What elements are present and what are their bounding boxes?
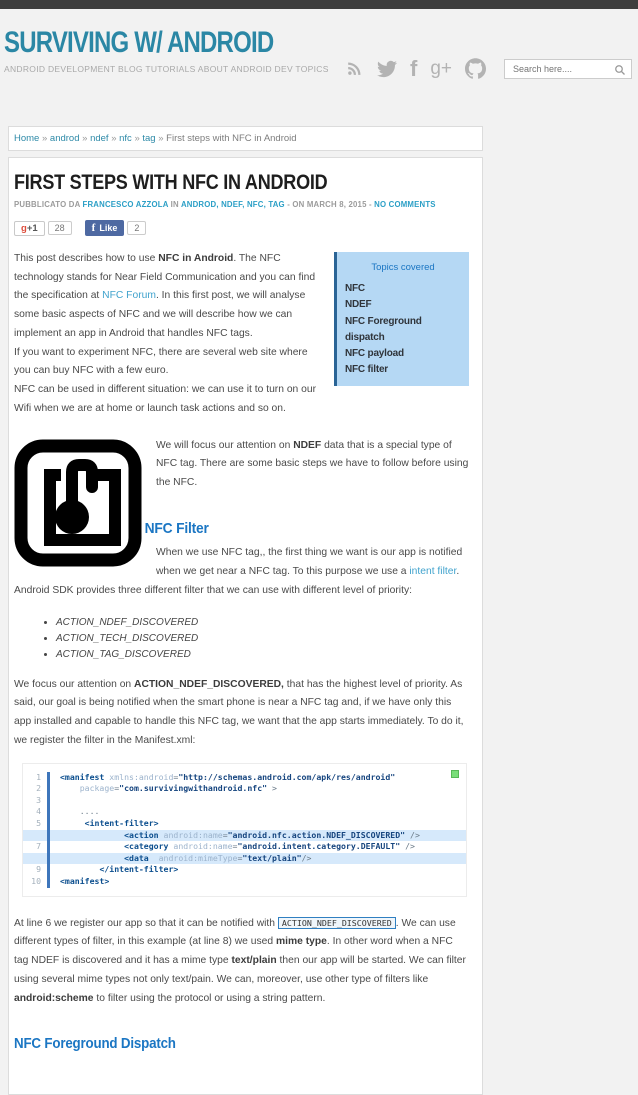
text-segment: PUBBLICATO DA	[14, 200, 83, 209]
breadcrumb-link[interactable]: ndef	[90, 133, 109, 144]
text-segment: . Android SDK provides three different filter that we can use with different level of priority:	[14, 565, 460, 596]
breadcrumb-separator: »	[108, 133, 120, 144]
search-icon[interactable]	[614, 63, 626, 81]
like-label: Like	[99, 223, 118, 233]
inline-link[interactable]: intent filter	[409, 565, 457, 577]
nfc-tag-image	[14, 439, 142, 567]
topic-item: NFC Foreground dispatch	[345, 315, 422, 343]
code-line	[23, 830, 466, 842]
filter-bullet-item: • ACTION_TAG_DISCOVERED	[56, 647, 469, 663]
text-segment: then our app will be started. We can filter using several mime types not only text/pain. We can, moreover, use other type of filters like	[14, 955, 466, 985]
text-segment: that has the highest level of priority. As said, our goal is being notified when the smart phone is near a NFC tag and, if we have only this app installed and capable to handle this NFC tag, we want that the app starts immediately. To do it, we register the filter in the Manifest.xml:	[14, 678, 464, 746]
code-line-content: <action android:name="android.nfc.action.NDEF_DISCOVERED" />	[47, 830, 466, 842]
topic-item: NFC filter	[345, 364, 389, 376]
nfc-ndef-block	[14, 437, 469, 601]
code-line	[23, 841, 466, 853]
breadcrumb-link[interactable]: nfc	[119, 133, 132, 144]
nfc-foreground-dispatch-heading: NFC Foreground Dispatch	[14, 1036, 176, 1053]
code-line-number: 3	[36, 794, 41, 805]
like-count: 2	[127, 221, 146, 235]
code-line	[23, 818, 466, 830]
gplus-button[interactable]	[14, 221, 45, 236]
breadcrumb-separator: »	[155, 133, 167, 144]
code-line-content: ....	[47, 806, 466, 818]
text-segment: NFC can be used in different situation: we can use it to turn on our Wifi when we are at home or launch task actions and so on.	[14, 384, 317, 414]
inline-link[interactable]: NO COMMENTS	[374, 200, 436, 209]
breadcrumb-link[interactable]: Home	[14, 133, 40, 144]
site-title[interactable]: SURVIVING W/ ANDROID	[4, 26, 274, 59]
intro-block	[14, 250, 469, 419]
code-line-content: <manifest xmlns:android="http://schemas.android.com/apk/res/android"	[47, 772, 466, 784]
topics-covered-box	[334, 252, 469, 386]
code-line-content: package="com.survivingwithandroid.nfc" >	[47, 783, 466, 795]
post-title: FIRST STEPS WITH NFC IN ANDROID	[14, 171, 328, 194]
inline-link[interactable]: FRANCESCO AZZOLA	[82, 200, 169, 209]
code-line-number: 5	[36, 818, 41, 829]
text-segment: We focus our attention on	[14, 678, 135, 690]
code-line-content: <intent-filter>	[47, 818, 466, 830]
google-plus-icon[interactable]: g+	[430, 57, 452, 79]
view-source-button[interactable]	[451, 770, 459, 778]
priority-block	[14, 676, 469, 751]
inline-link[interactable]: ANDROD, NDEF, NFC, TAG	[180, 200, 285, 209]
topics-list	[345, 281, 461, 378]
code-line	[23, 864, 466, 876]
code-line	[23, 853, 466, 865]
text-segment: This post describes how to use	[14, 253, 159, 264]
breadcrumb-separator: »	[39, 133, 50, 144]
top-bar	[0, 0, 638, 9]
code-line-content: </intent-filter>	[47, 864, 466, 876]
search-input[interactable]	[504, 59, 632, 79]
text-segment: . We can use different types of filter, in this example (at line 8) we used	[14, 917, 456, 948]
code-line-number: 2	[36, 783, 41, 794]
text-segment: to filter using the protocol or using a string pattern.	[93, 992, 326, 1004]
site-header	[0, 26, 638, 116]
github-icon[interactable]	[465, 58, 486, 79]
line6-block	[14, 915, 469, 1009]
breadcrumb-separator: »	[79, 133, 91, 144]
topics-title: Topics covered	[371, 262, 435, 273]
inline-code: ACTION_NDEF_DISCOVERED	[278, 917, 396, 929]
facebook-icon-small: f	[91, 222, 96, 234]
text-segment: If you want to experiment NFC, there are several web site where you can buy NFC with a few euro.	[14, 346, 308, 377]
topic-item: NDEF	[345, 299, 372, 311]
gplus-plusone: +1	[26, 222, 38, 234]
gplus-g: g	[21, 222, 27, 234]
site-tagline: ANDROID DEVELOPMENT BLOG TUTORIALS ABOUT ANDROID DEV TOPICS	[4, 64, 329, 74]
text-segment: At line 6 we register our app so that it can be notified with	[14, 917, 278, 929]
post-meta	[14, 200, 469, 209]
inline-link[interactable]: NFC Forum	[102, 290, 156, 302]
code-line	[23, 795, 466, 807]
facebook-like-button[interactable]	[85, 220, 125, 236]
code-line-number	[23, 830, 47, 842]
text-segment: . The NFC technology stands for Near Field Communication and you can find the specification at	[14, 253, 316, 302]
breadcrumb-link[interactable]: androd	[49, 133, 80, 144]
code-line-number: 4	[36, 806, 41, 817]
text-segment: mime type	[275, 936, 327, 948]
text-segment: NFC in Android	[158, 253, 234, 264]
code-line-number	[23, 853, 47, 865]
text-segment: . In this first post, we will analyse some basic aspects of NFC and we will describe how we can implement an app in Android that handles NFC tags.	[14, 290, 306, 339]
text-segment: text/plain	[231, 955, 277, 967]
code-line	[23, 806, 466, 818]
code-line	[23, 783, 466, 795]
header-social-search	[345, 55, 632, 81]
breadcrumb-link[interactable]: tag	[142, 133, 156, 144]
code-line-number: 1	[36, 771, 41, 782]
code-line	[23, 876, 466, 888]
filter-bullet-list	[14, 615, 469, 662]
topic-item: NFC	[345, 283, 365, 295]
code-line	[23, 772, 466, 784]
twitter-icon[interactable]	[377, 59, 397, 79]
topic-item: NFC payload	[345, 348, 404, 360]
filter-bullet-item: • ACTION_TECH_DISCOVERED	[56, 631, 469, 647]
search-box	[504, 59, 632, 79]
facebook-icon[interactable]: f	[410, 55, 418, 81]
breadcrumb	[8, 126, 483, 151]
code-line-number: 9	[36, 864, 41, 875]
text-segment: data that is a special type of NFC tag. There are some basic steps we have to follow before using the NFC.	[156, 439, 469, 489]
text-segment: When we use NFC tag,, the first thing we want is our app is notified when we get near a NFC tag. To this purpose we use a	[156, 547, 463, 577]
text-segment: - ON MARCH 8, 2015 -	[284, 200, 375, 209]
code-line-content	[47, 795, 466, 807]
rss-icon[interactable]	[345, 59, 364, 78]
code-line-content: <category android:name="android.intent.category.DEFAULT" />	[47, 841, 466, 853]
filter-bullet-item: • ACTION_NDEF_DISCOVERED	[56, 615, 469, 631]
line6-paragraph	[14, 915, 469, 1009]
manifest-code-block	[22, 763, 467, 897]
gplus-count: 28	[48, 221, 72, 235]
share-row	[14, 220, 469, 236]
breadcrumb-current: First steps with NFC in Android	[166, 133, 297, 144]
code-line-number: 7	[36, 841, 41, 852]
text-segment: . In other word when a NFC tag NDEF is discovered and it has a mime type	[14, 936, 453, 967]
code-line-content: <data android:mimeType="text/plain"/>	[47, 853, 466, 865]
priority-paragraph	[14, 676, 469, 751]
code-line-number: 10	[31, 875, 41, 886]
nfc-filter-heading: NFC Filter	[144, 519, 209, 537]
text-segment: NDEF	[293, 439, 322, 451]
article-card	[8, 157, 483, 1095]
code-line-content: <manifest>	[47, 876, 466, 888]
text-segment: We will focus our attention on	[156, 439, 294, 451]
text-segment: android:scheme	[14, 992, 94, 1004]
text-segment: ACTION_NDEF_DISCOVERED,	[134, 678, 284, 690]
breadcrumb-separator: »	[131, 133, 143, 144]
text-segment: IN	[168, 200, 181, 209]
